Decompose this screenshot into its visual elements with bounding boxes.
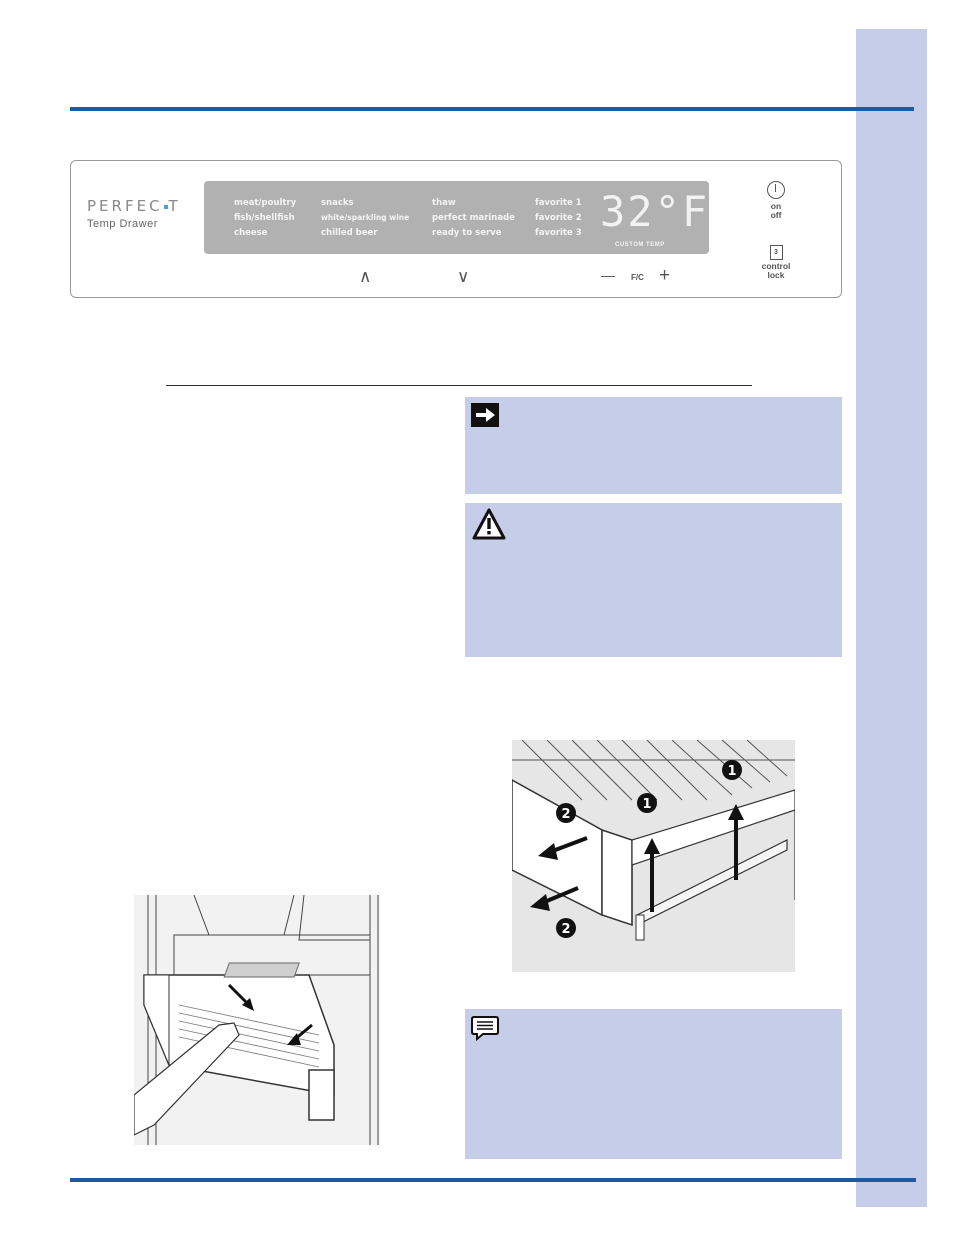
- option-chilled-beer[interactable]: chilled beer: [321, 228, 378, 238]
- option-perfect-marinade[interactable]: perfect marinade: [432, 213, 515, 223]
- plus-button[interactable]: +: [659, 265, 671, 286]
- caution-triangle-icon: [472, 508, 506, 545]
- display-screen: [204, 181, 709, 254]
- bottom-rule: [70, 1178, 916, 1182]
- down-arrow-button[interactable]: ∨: [457, 267, 470, 286]
- note-box: [465, 1009, 842, 1159]
- control-lock-button[interactable]: [755, 245, 797, 280]
- drawer-removal-illustration: [512, 740, 795, 972]
- right-arrow-icon: [471, 403, 499, 427]
- option-snacks[interactable]: snacks: [321, 198, 354, 208]
- callout-2a: 2: [561, 807, 571, 822]
- power-label-on: on: [770, 201, 782, 211]
- unit-toggle-button[interactable]: F/C: [631, 273, 644, 282]
- page-side-tab: [856, 29, 927, 1207]
- control-lock-icon: 3: [770, 245, 783, 260]
- minus-button[interactable]: —: [601, 267, 615, 283]
- power-label-off: off: [770, 210, 782, 220]
- control-panel: [70, 160, 842, 298]
- temperature-mode-label: CUSTOM TEMP: [615, 242, 665, 248]
- callout-1a: 1: [642, 797, 652, 812]
- important-box: [465, 397, 842, 494]
- lock-label-lock: lock: [767, 270, 785, 280]
- option-meat-poultry[interactable]: meat/poultry: [234, 198, 297, 208]
- section-divider: [166, 385, 752, 386]
- option-cheese[interactable]: cheese: [234, 228, 268, 238]
- drawer-opening-illustration: [134, 895, 380, 1145]
- option-fish-shellfish[interactable]: fish/shellfish: [234, 213, 295, 223]
- option-thaw[interactable]: thaw: [432, 198, 456, 208]
- power-button[interactable]: [761, 181, 791, 220]
- brand-logo: PERFEC T: [87, 197, 181, 215]
- callout-2b: 2: [561, 922, 571, 937]
- up-arrow-button[interactable]: ∧: [359, 267, 372, 286]
- note-speech-icon: [471, 1015, 499, 1046]
- callout-1b: 1: [727, 764, 737, 779]
- option-white-sparkling-wine[interactable]: white/sparkling wine: [321, 213, 410, 222]
- caution-box: [465, 503, 842, 657]
- option-favorite-3[interactable]: favorite 3: [535, 228, 582, 238]
- option-ready-to-serve[interactable]: ready to serve: [432, 228, 502, 238]
- option-favorite-1[interactable]: favorite 1: [535, 198, 582, 208]
- option-favorite-2[interactable]: favorite 2: [535, 213, 582, 223]
- brand-subtitle: Temp Drawer: [87, 218, 158, 230]
- temperature-readout: 32°F: [600, 187, 710, 236]
- top-rule: [70, 107, 914, 111]
- power-icon: [767, 181, 785, 199]
- lock-label-control: control: [761, 261, 791, 271]
